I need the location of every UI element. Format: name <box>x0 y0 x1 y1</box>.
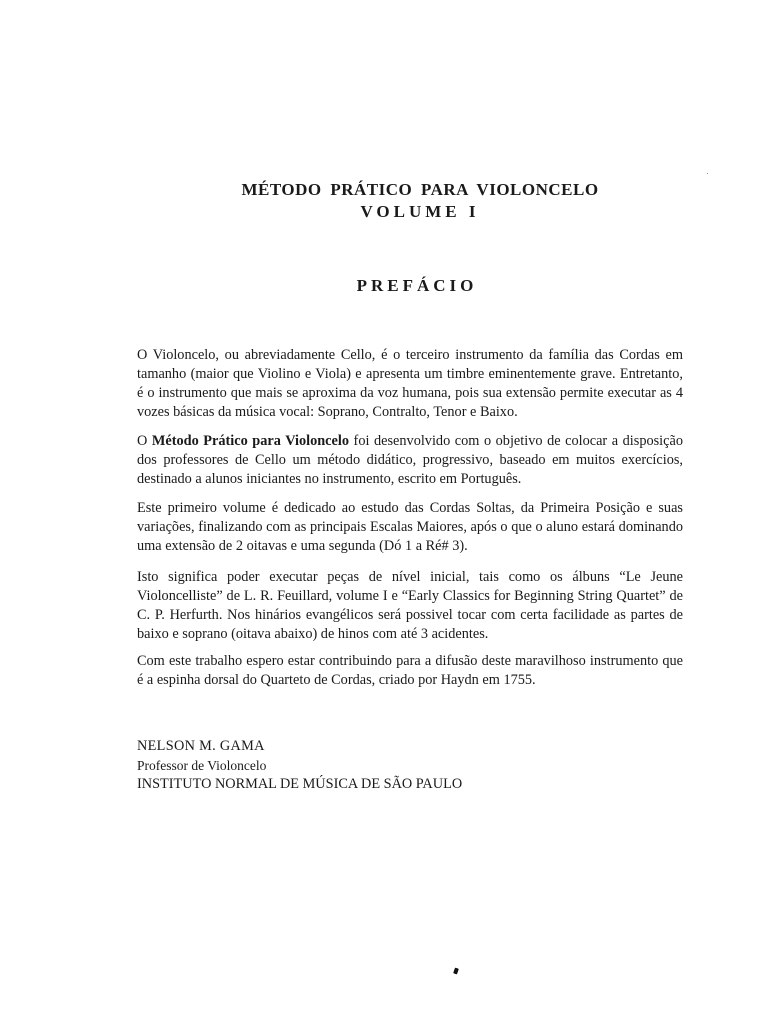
signature-block <box>137 737 462 794</box>
author-name: NELSON M. GAMA <box>137 738 265 754</box>
author-role: Professor de Violoncelo <box>137 758 267 773</box>
paragraph-1 <box>137 346 683 422</box>
paragraph-5 <box>137 652 683 690</box>
paragraph-3 <box>137 499 683 556</box>
scan-speck <box>707 173 708 174</box>
section-heading: PREFÁCIO <box>356 276 478 295</box>
paragraph-text: foi desenvolvido com o objetivo de colocar a disposição dos professores de Cello um método didático, progressivo, baseado em muitos exercícios, destinado a alunos iniciantes no instrumento, escrito em Português. <box>137 433 683 487</box>
paragraph-4 <box>137 568 683 644</box>
paragraph-text: O Violoncelo, ou abreviadamente Cello, é o terceiro instrumento da família das Cordas em tamanho (maior que Violino e Viola) e apresenta um timbre eminentemente grave. Entretanto, é o instrumento que mais se aproxima da voz humana, pois sua extensão permite executar as 4 vozes básicas da música vocal: Soprano, Contralto, Tenor e Baixo. <box>137 347 683 420</box>
paragraph-text: Com este trabalho espero estar contribuindo para a difusão deste maravilhoso instrumento que é a espinha dorsal do Quarteto de Cordas, criado por Haydn em 1755. <box>137 653 683 688</box>
paragraph-text: Este primeiro volume é dedicado ao estudo das Cordas Soltas, da Primeira Posição e suas variações, finalizando com as principais Escalas Maiores, após o que o aluno estará dominando uma extensão de 2 oitavas e uma segunda (Dó 1 a Ré# 3). <box>137 500 683 554</box>
scan-mark <box>453 967 459 974</box>
document-volume: VOLUME I <box>360 202 480 221</box>
document-title: MÉTODO PRÁTICO PARA VIOLONCELO <box>241 180 599 199</box>
paragraph-lead-prefix: O <box>137 433 152 449</box>
paragraph-text: Isto significa poder executar peças de nível inicial, tais como os álbuns “Le Jeune Violoncelliste” de L. R. Feuillard, volume I e “Early Classics for Beginning String Quartet” de C. P. Herfurth. Nos hinários evangélicos será possivel tocar com certa facilidade as partes de baixo e soprano (oitava abaixo) de hinos com até 3 acidentes. <box>137 569 683 642</box>
paragraph-lead-bold: Método Prático para Violoncelo <box>151 433 349 449</box>
paragraph-2 <box>137 432 683 489</box>
author-institution: INSTITUTO NORMAL DE MÚSICA DE SÃO PAULO <box>137 776 463 792</box>
